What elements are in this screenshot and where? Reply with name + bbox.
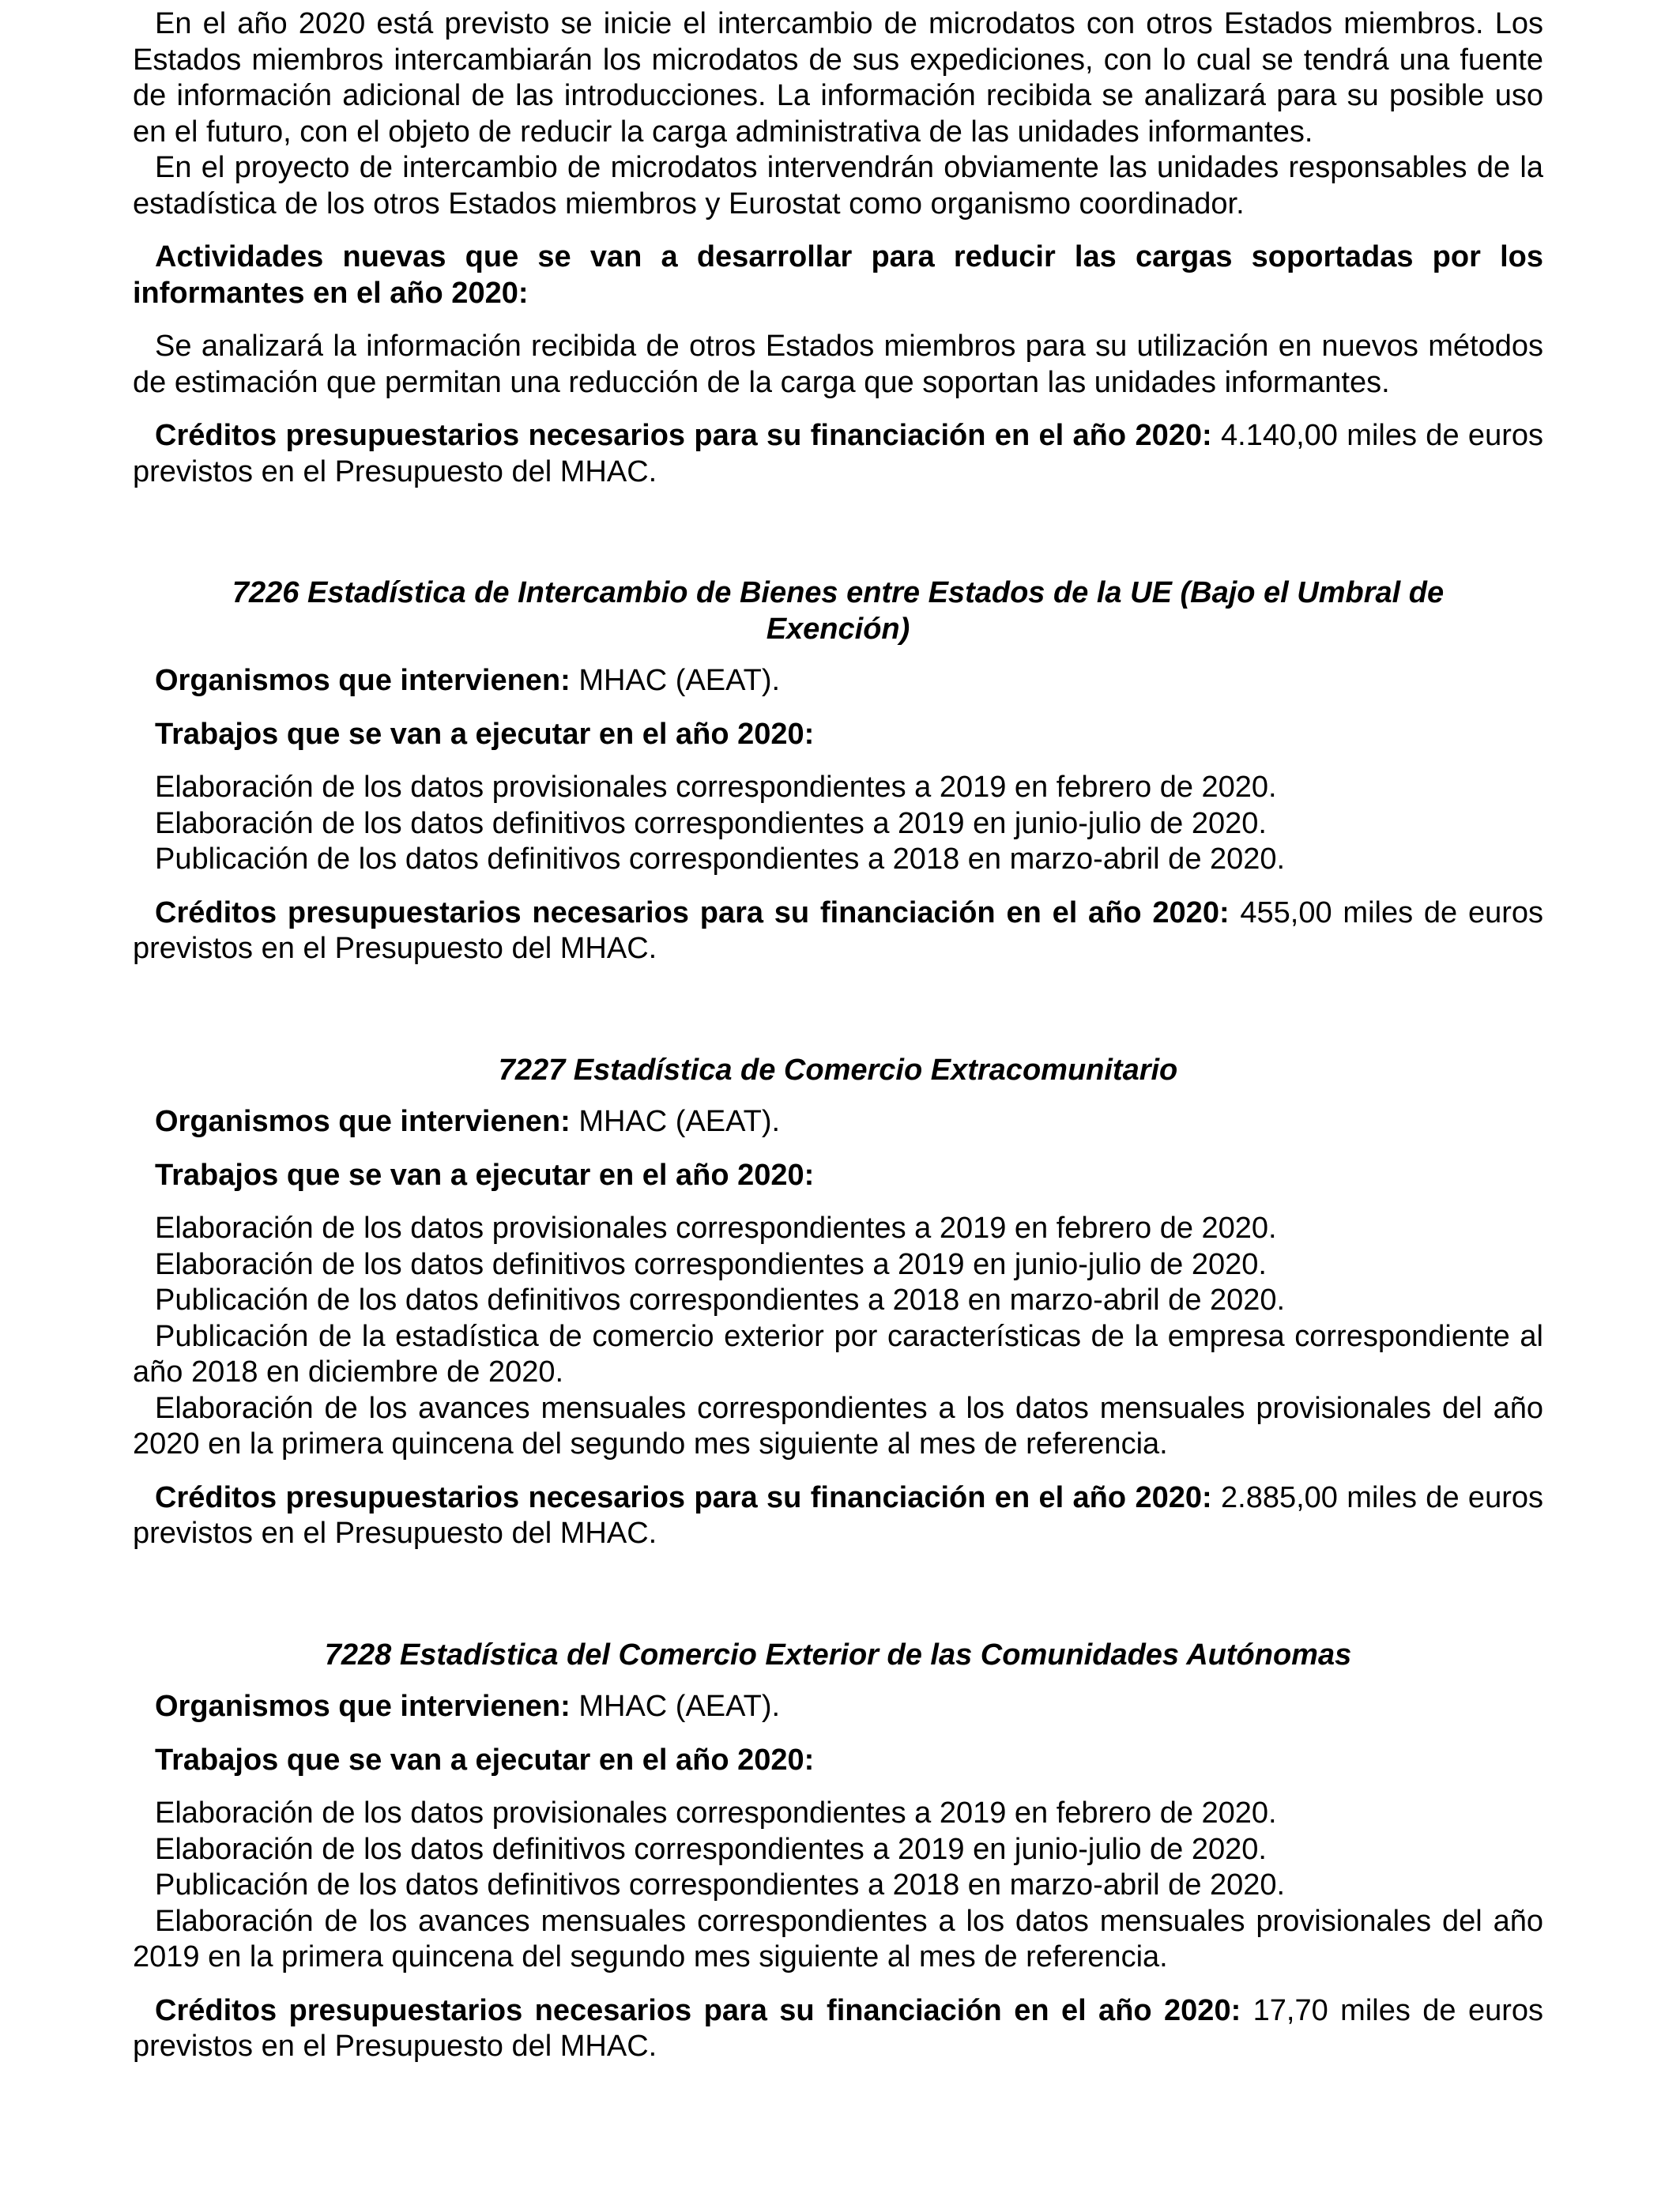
trabajos-list bbox=[133, 770, 1543, 878]
trabajos-list bbox=[133, 1211, 1543, 1463]
trabajos-label: Trabajos que se van a ejecutar en el año 2020: bbox=[155, 717, 815, 751]
trabajos-label: Trabajos que se van a ejecutar en el año 2020: bbox=[155, 1743, 815, 1777]
list-item: Publicación de la estadística de comercio exterior por características de la empresa correspondiente al año 2018 en diciembre de 2020. bbox=[133, 1319, 1543, 1389]
organismos-paragraph bbox=[133, 663, 1543, 699]
credits-text: 2.885,00 miles de euros previstos en el Presupuesto del MHAC. bbox=[133, 1480, 1543, 1550]
credits-text: 455,00 miles de euros previstos en el Presupuesto del MHAC. bbox=[133, 895, 1544, 965]
trabajos-list bbox=[133, 1796, 1543, 1976]
list-item: Elaboración de los datos definitivos correspondientes a 2019 en junio-julio de 2020. bbox=[155, 1247, 1267, 1281]
credits-text: 17,70 miles de euros previstos en el Presupuesto del MHAC. bbox=[133, 1993, 1543, 2063]
organismos-value: MHAC (AEAT). bbox=[570, 664, 781, 697]
credits-label: Créditos presupuestarios necesarios para su financiación en el año 2020: bbox=[155, 895, 1230, 929]
list-item: Elaboración de los avances mensuales correspondientes a los datos mensuales provisionales del año 2020 en la primera quincena del segundo mes siguiente al mes de referencia. bbox=[133, 1391, 1543, 1461]
organismos-paragraph bbox=[133, 1104, 1543, 1140]
intro-paragraph: En el proyecto de intercambio de microdatos intervendrán obviamente las unidades responsables de la estadística de los otros Estados miembros y Eurostat como organismo coordinador. bbox=[133, 151, 1543, 221]
organismos-label: Organismos que intervienen: bbox=[155, 1105, 571, 1138]
list-item: Elaboración de los datos definitivos correspondientes a 2019 en junio-julio de 2020. bbox=[155, 1832, 1267, 1866]
section-title: 7226 Estadística de Intercambio de Bienes entre Estados de la UE (Bajo el Umbral de Exención) bbox=[232, 576, 1445, 646]
list-item: Publicación de los datos definitivos correspondientes a 2018 en marzo-abril de 2020. bbox=[155, 843, 1286, 876]
organismos-label: Organismos que intervienen: bbox=[155, 664, 571, 697]
list-item: Elaboración de los datos provisionales correspondientes a 2019 en febrero de 2020. bbox=[155, 771, 1277, 804]
credits-label: Créditos presupuestarios necesarios para su financiación en el año 2020: bbox=[155, 419, 1212, 452]
credits-label: Créditos presupuestarios necesarios para su financiación en el año 2020: bbox=[155, 1993, 1241, 2027]
activities-label: Actividades nuevas que se van a desarrollar para reducir las cargas soportadas por los informantes en el año 2020: bbox=[133, 240, 1543, 310]
credits-text: 4.140,00 miles de euros previstos en el Presupuesto del MHAC. bbox=[133, 419, 1543, 488]
section-title: 7227 Estadística de Comercio Extracomunitario bbox=[498, 1053, 1178, 1087]
list-item: Elaboración de los datos provisionales correspondientes a 2019 en febrero de 2020. bbox=[155, 1212, 1277, 1245]
list-item: Elaboración de los avances mensuales correspondientes a los datos mensuales provisionales del año 2019 en la primera quincena del segundo mes siguiente al mes de referencia. bbox=[133, 1904, 1543, 1973]
organismos-value: MHAC (AEAT). bbox=[570, 1105, 781, 1138]
organismos-value: MHAC (AEAT). bbox=[570, 1690, 781, 1723]
credits-paragraph bbox=[133, 418, 1543, 490]
list-item: Elaboración de los datos provisionales correspondientes a 2019 en febrero de 2020. bbox=[155, 1796, 1277, 1830]
list-item: Publicación de los datos definitivos correspondientes a 2018 en marzo-abril de 2020. bbox=[155, 1868, 1286, 1902]
trabajos-label: Trabajos que se van a ejecutar en el año 2020: bbox=[155, 1158, 815, 1192]
list-item: Elaboración de los datos definitivos correspondientes a 2019 en junio-julio de 2020. bbox=[155, 806, 1267, 840]
credits-label: Créditos presupuestarios necesarios para su financiación en el año 2020: bbox=[155, 1480, 1212, 1514]
intro-paragraph: En el año 2020 está previsto se inicie el intercambio de microdatos con otros Estados miembros. Los Estados miembros intercambiarán los microdatos de sus expediciones, con lo cual se tendrá una fuente de información adicional de las introducciones. La información recibida se analizará para su posible uso en el futuro, con el objeto de reducir la carga administrativa de las unidades informantes. bbox=[133, 7, 1543, 149]
organismos-paragraph bbox=[133, 1689, 1543, 1725]
document-page bbox=[133, 6, 1543, 2083]
list-item: Publicación de los datos definitivos correspondientes a 2018 en marzo-abril de 2020. bbox=[155, 1284, 1286, 1317]
credits-paragraph bbox=[133, 1480, 1543, 1552]
activities-text: Se analizará la información recibida de otros Estados miembros para su utilización en nuevos métodos de estimación que permitan una reducción de la carga que soportan las unidades informantes. bbox=[133, 330, 1543, 399]
credits-paragraph bbox=[133, 1993, 1543, 2065]
section-title: 7228 Estadística del Comercio Exterior de las Comunidades Autónomas bbox=[324, 1638, 1352, 1672]
credits-paragraph bbox=[133, 895, 1543, 967]
organismos-label: Organismos que intervienen: bbox=[155, 1690, 571, 1723]
